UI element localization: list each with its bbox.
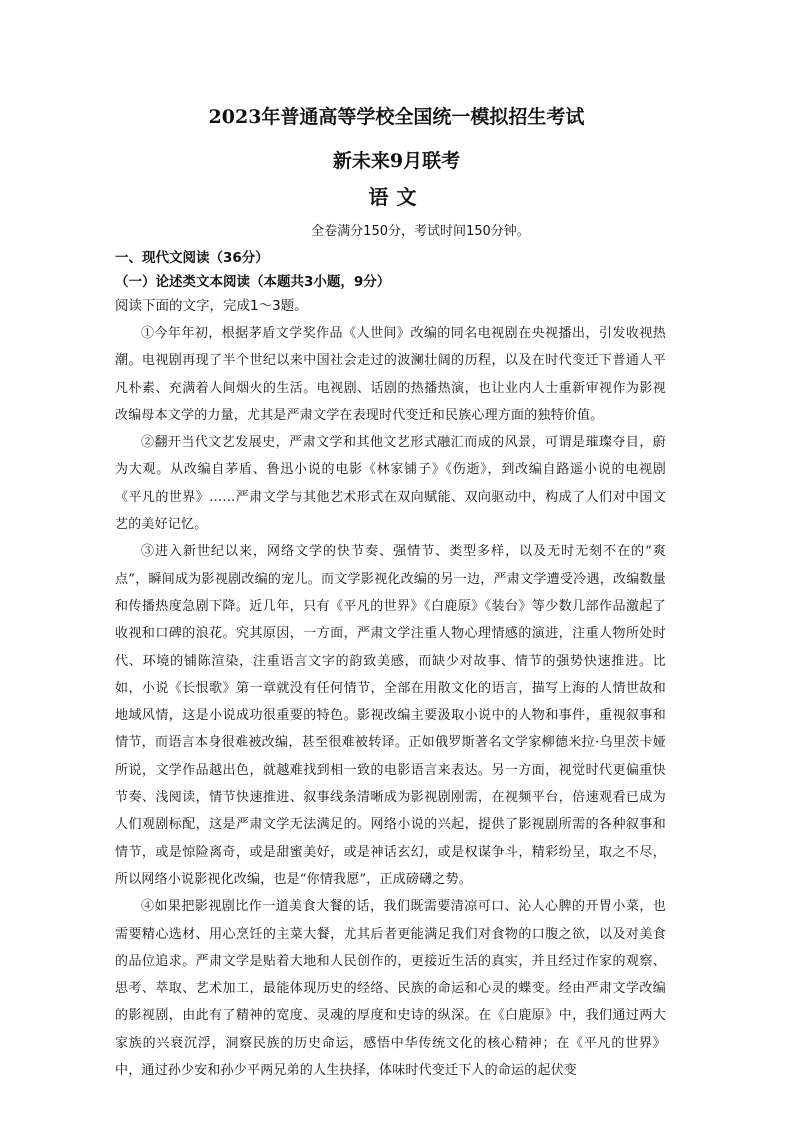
reading-instruction: 阅读下面的文字，完成1～3题。 — [115, 298, 308, 314]
passage-paragraph-4: ④如果把影视剧比作一道美食大餐的话，我们既需要清凉可口、沁人心脾的开胃小菜，也需要精心选材、用心烹饪的主菜大餐，尤其后者更能满足我们对食物的口腹之欲，以及对美食的品位追求。严肃文学是贴着大地和人民创作的，更接近生活的真实，并且经过作家的观察、思考、萃取、艺术加工，最能体现历史的经络、民族的命运和心灵的蝶变。经由严肃文学改编的影视剧，由此有了精神的宽度、灵魂的厚度和史诗的纵深。在《白鹿原》中，我们通过两大家族的兴衰沉浮，洞察民族的历史命运，感悟中华传统文化的核心精神；在《平凡的世界》中，通过孙少安和孙少平两兄弟的人生抉择，体味时代变迁下人的命运的起伏变 — [115, 899, 666, 1079]
passage-paragraph-2: ②翻开当代文艺发展史，严肃文学和其他文艺形式融汇而成的风景，可谓是璀璨夺目，蔚为大观。从改编自茅盾、鲁迅小说的电影《林家铺子》《伤逝》，到改编自路遥小说的电视剧《平凡的世界》……严肃文学与其他艺术形式在双向赋能、双向驱动中，构成了人们对中国文艺的美好记忆。 — [115, 435, 666, 533]
exam-title: 2023年普通高等学校全国统一模拟招生考试 — [208, 106, 585, 128]
subject-title: 语文 — [368, 185, 425, 209]
passage-paragraph-1: ①今年年初，根据茅盾文学奖作品《人世间》改编的同名电视剧在央视播出，引发收视热潮。电视剧再现了半个世纪以来中国社会走过的波澜壮阔的历程，以及在时代变迁下普通人平凡朴素、充满着人间烟火的生活。电视剧、话剧的热播热演，也让业内人士重新审视作为影视改编母本文学的力量，尤其是严肃文学在表现时代变迁和民族心理方面的独特价值。 — [115, 326, 666, 423]
exam-subtitle: 新未来9月联考 — [332, 150, 461, 172]
exam-note: 全卷满分150分，考试时间150分钟。 — [311, 224, 530, 239]
subsection-heading: （一）论述类文本阅读（本题共3小题，9分） — [115, 274, 391, 290]
passage-body — [115, 320, 666, 1084]
section-heading: 一、现代文阅读（36分） — [115, 250, 269, 266]
passage-paragraph-3: ③进入新世纪以来，网络文学的快节奏、强情节、类型多样，以及无时无刻不在的“爽点”，瞬间成为影视剧改编的宠儿。而文学影视化改编的另一边，严肃文学遭受冷遇，改编数量和传播热度急剧下降。近几年，只有《平凡的世界》《白鹿原》《装台》等少数几部作品激起了收视和口碑的浪花。究其原因，一方面，严肃文学注重人物心理情感的演进，注重人物所处时代、环境的铺陈渲染，注重语言文字的韵致美感，而缺少对故事、情节的强势快速推进。比如，小说《长恨歌》第一章就没有任何情节，全部在用散文化的语言，描写上海的人情世故和地域风情，这是小说成功很重要的特色。影视改编主要汲取小说中的人物和事件，重视叙事和情节，而语言本身很难被改编，甚至很难被转译。正如俄罗斯著名文学家柳德米拉·乌里茨卡娅所说，文学作品越出色，就越难找到相一致的电影语言来表达。另一方面，视觉时代更偏重快节奏、浅阅读，情节快速推进、叙事线条清晰成为影视剧刚需，在视频平台，倍速观看已成为人们观剧标配，这是严肃文学无法满足的。网络小说的兴起，提供了影视剧所需的各种叙事和情节，或是惊险离奇，或是甜蜜美好，或是神话玄幻，或是权谋争斗，精彩纷呈，取之不尽，所以网络小说影视化改编，也是“你情我愿”，正成磅礴之势。 — [115, 544, 666, 887]
